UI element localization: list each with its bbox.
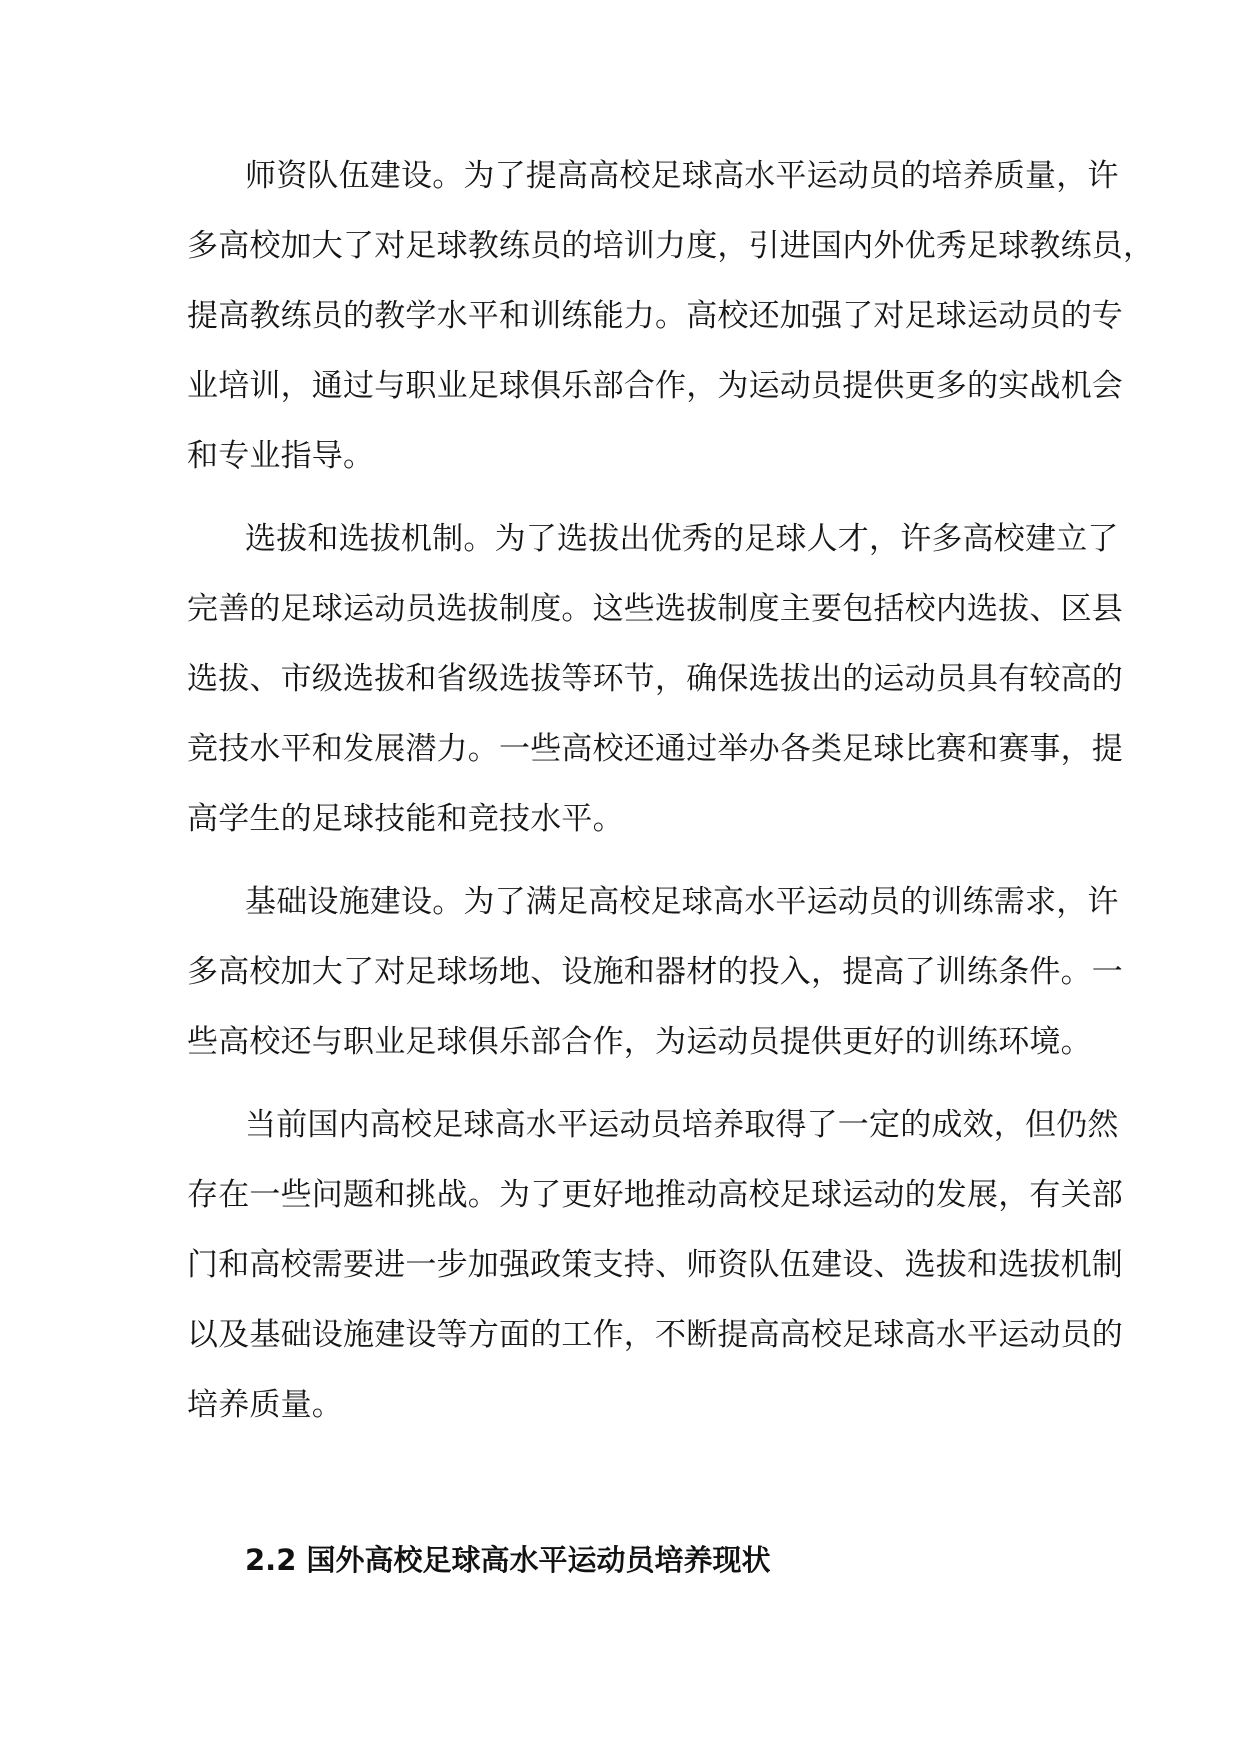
paragraph-1-line-2: 多高校加大了对足球教练员的培训力度，引进国内外优秀足球教练员，	[187, 228, 1155, 264]
paragraph-3-line-2: 多高校加大了对足球场地、设施和器材的投入，提高了训练条件。一	[187, 954, 1123, 990]
paragraph-3-line-3: 些高校还与职业足球俱乐部合作，为运动员提供更好的训练环境。	[187, 1024, 1092, 1060]
paragraph-2-line-3: 选拔、市级选拔和省级选拔等环节，确保选拔出的运动员具有较高的	[187, 661, 1123, 697]
paragraph-1-line-1: 师资队伍建设。为了提高高校足球高水平运动员的培养质量，许	[245, 158, 1119, 194]
paragraph-1-line-4: 业培训，通过与职业足球俱乐部合作，为运动员提供更多的实战机会	[187, 368, 1123, 404]
paragraph-2-line-4: 竞技水平和发展潜力。一些高校还通过举办各类足球比赛和赛事，提	[187, 731, 1123, 767]
paragraph-4-line-2: 存在一些问题和挑战。为了更好地推动高校足球运动的发展，有关部	[187, 1177, 1123, 1213]
paragraph-4-line-1: 当前国内高校足球高水平运动员培养取得了一定的成效，但仍然	[245, 1107, 1119, 1143]
paragraph-4-line-3: 门和高校需要进一步加强政策支持、师资队伍建设、选拔和选拔机制	[187, 1247, 1123, 1283]
paragraph-3-line-1: 基础设施建设。为了满足高校足球高水平运动员的训练需求，许	[245, 884, 1119, 920]
paragraph-1-line-5: 和专业指导。	[187, 438, 375, 474]
paragraph-2-line-2: 完善的足球运动员选拔制度。这些选拔制度主要包括校内选拔、区县	[187, 591, 1123, 627]
section-heading: 2.2 国外高校足球高水平运动员培养现状	[245, 1543, 771, 1577]
paragraph-4-line-5: 培养质量。	[187, 1387, 343, 1423]
paragraph-4-line-4: 以及基础设施建设等方面的工作，不断提高高校足球高水平运动员的	[187, 1317, 1123, 1353]
paragraph-2-line-5: 高学生的足球技能和竞技水平。	[187, 801, 624, 837]
paragraph-1-line-3: 提高教练员的教学水平和训练能力。高校还加强了对足球运动员的专	[187, 298, 1123, 334]
paragraph-2-line-1: 选拔和选拔机制。为了选拔出优秀的足球人才，许多高校建立了	[245, 521, 1119, 557]
